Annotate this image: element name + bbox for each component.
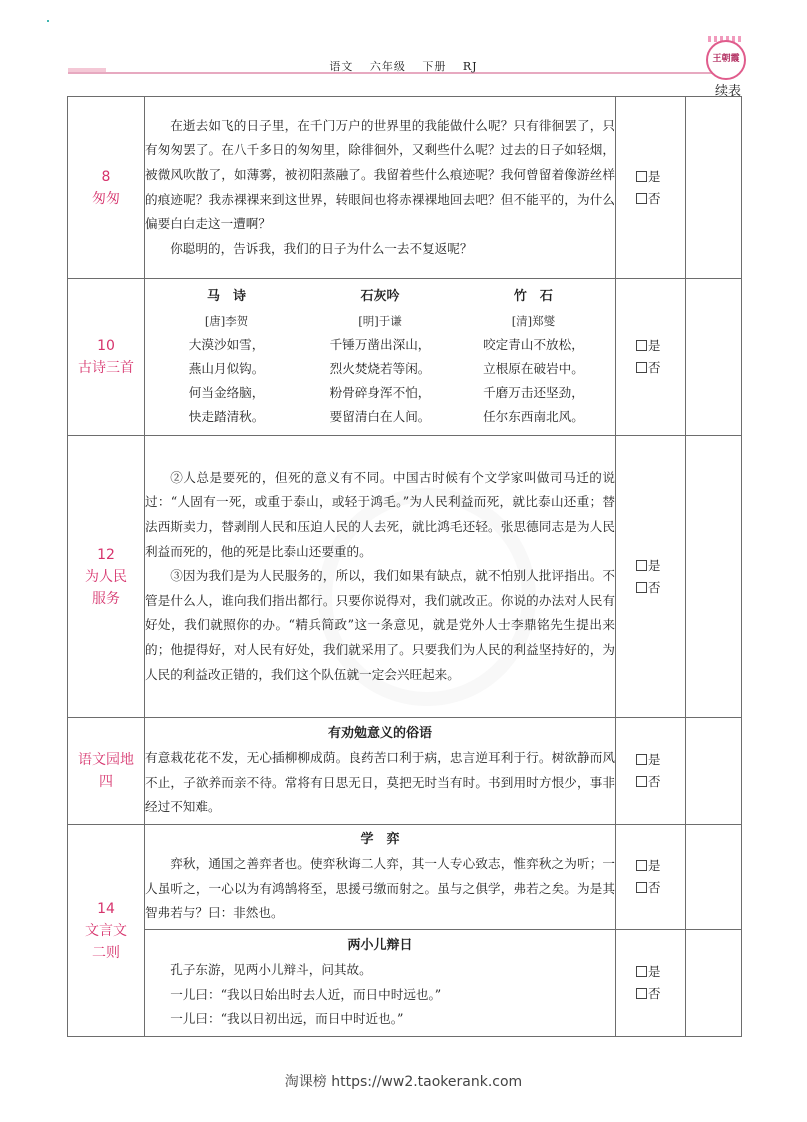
yes-option[interactable]: 是 xyxy=(636,555,685,577)
status-cell xyxy=(616,825,686,930)
checkbox-no[interactable] xyxy=(636,776,647,787)
lesson-title-line2: 二则 xyxy=(92,944,120,961)
poem-author: [清]郑燮 xyxy=(511,314,556,328)
corner-dot xyxy=(47,20,49,22)
blank-cell xyxy=(686,279,742,436)
text-line: 一儿曰：“我以日始出时去人近，而日中时远也。” xyxy=(170,986,442,1002)
checkbox-no[interactable] xyxy=(636,362,647,373)
blank-cell xyxy=(686,718,742,825)
section-heading: 有劝勉意义的俗语 xyxy=(327,726,432,742)
text-cell xyxy=(145,825,616,930)
lesson-title-line1: 为人民 xyxy=(85,568,127,585)
header-grade: 六年级 xyxy=(369,60,406,73)
yes-option[interactable]: 是 xyxy=(636,335,685,357)
text-cell xyxy=(145,930,616,1037)
text-cell xyxy=(145,97,616,279)
status-cell xyxy=(616,718,686,825)
paragraph: 你聪明的，告诉我，我们的日子为什么一去不复返呢？ xyxy=(170,240,473,256)
lesson-number: 8 xyxy=(101,168,111,185)
section-heading: 学 弈 xyxy=(360,832,400,848)
checkbox-no[interactable] xyxy=(636,882,647,893)
running-header xyxy=(0,58,807,74)
text-line: 一儿曰：“我以日初出远，而日中时近也。” xyxy=(170,1011,404,1027)
poem xyxy=(302,285,458,429)
poem-line: 烈火焚烧若等闲。 xyxy=(329,361,431,376)
poem-line: 任尔东西南北风。 xyxy=(483,409,584,424)
poem-line: 要留清白在人间。 xyxy=(329,409,431,424)
poems-cell xyxy=(145,279,616,436)
lesson-number: 14 xyxy=(97,900,115,917)
paragraph: 在逝去如飞的日子里，在千门万户的世界里的我能做什么呢？只有徘徊罢了，只有匆匆罢了。在八千多日的匆匆里，除徘徊外，又剩些什么呢？过去的日子如轻烟，被微风吹散了，如薄雾，被初阳蒸融了。我留着些什么痕迹呢？我何曾留着像游丝样的痕迹呢？我赤裸裸来到这世界，转眼间也将赤裸裸地回去吧？但不能平的，为什么偏要白白走这一遭啊？ xyxy=(145,117,615,232)
text-cell xyxy=(145,718,616,825)
continued-label: 续表 xyxy=(714,84,741,99)
paragraph: 弈秋，通国之善弈者也。使弈秋诲二人弈，其一人专心致志，惟弈秋之为听；一人虽听之，一心以为有鸿鹄将至，思援弓缴而射之。虽与之俱学，弗若之矣。为是其智弗若与？曰：非然也。 xyxy=(145,856,615,921)
checkbox-yes[interactable] xyxy=(636,560,647,571)
checkbox-yes[interactable] xyxy=(636,860,647,871)
poem-line: 立根原在破岩中。 xyxy=(483,361,584,376)
table-row xyxy=(68,718,742,825)
yes-option[interactable]: 是 xyxy=(636,749,685,771)
table-row xyxy=(68,825,742,930)
paragraph: ②人总是要死的，但死的意义有不同。中国古时候有个文学家叫做司马迁的说过：“人固有一死，或重于泰山，或轻于鸿毛。”为人民利益而死，就比泰山还重；替法西斯卖力，替剥削人民和压迫人民的人去死，就比鸿毛还轻。张思德同志是为人民利益而死的，他的死是比泰山还要重的。 xyxy=(145,469,615,559)
publisher-logo xyxy=(706,40,746,80)
poem-line: 快走踏清秋。 xyxy=(188,409,265,424)
checkbox-yes[interactable] xyxy=(636,340,647,351)
lesson-title-line1: 语文园地 xyxy=(78,752,134,768)
yes-option[interactable]: 是 xyxy=(636,855,685,877)
table-row xyxy=(68,97,742,279)
lesson-cell xyxy=(68,97,145,279)
status-cell xyxy=(616,930,686,1037)
lesson-cell xyxy=(68,825,145,1037)
blank-cell xyxy=(686,930,742,1037)
no-option[interactable]: 否 xyxy=(636,771,685,793)
lesson-title-line1: 文言文 xyxy=(85,922,127,939)
poem-line: 咬定青山不放松， xyxy=(483,337,584,352)
paragraph: 有意栽花花不发，无心插柳柳成荫。良药苦口利于病，忠言逆耳利于行。树欲静而风不止，子欲养而亲不待。常将有日思无日，莫把无时当有时。书到用时方恨少，事非经过不知难。 xyxy=(145,750,615,815)
checkbox-yes[interactable] xyxy=(636,171,647,182)
poem-title: 马 诗 xyxy=(207,289,247,304)
no-option[interactable]: 否 xyxy=(636,983,685,1005)
table-row xyxy=(68,436,742,718)
poem-line: 千磨万击还坚劲， xyxy=(483,385,584,400)
blank-cell xyxy=(686,97,742,279)
section-heading: 两小儿辩日 xyxy=(347,938,413,954)
lesson-cell xyxy=(68,436,145,718)
lesson-title: 古诗三首 xyxy=(78,360,134,376)
recitation-table xyxy=(67,96,742,1037)
checkbox-no[interactable] xyxy=(636,582,647,593)
poem-author: [唐]李贺 xyxy=(204,314,249,328)
poem-line: 粉骨碎身浑不怕， xyxy=(329,385,431,400)
table-row xyxy=(68,279,742,436)
lesson-title: 匆匆 xyxy=(92,190,120,207)
lesson-title-line2: 服务 xyxy=(92,590,120,607)
checkbox-no[interactable] xyxy=(636,988,647,999)
poem-title: 竹 石 xyxy=(513,289,553,304)
header-volume: 下册 xyxy=(422,60,447,73)
lesson-number: 12 xyxy=(97,546,115,563)
text-line: 孔子东游，见两小儿辩斗，问其故。 xyxy=(170,962,372,978)
lesson-number: 10 xyxy=(97,338,115,354)
poem-line: 何当金络脑， xyxy=(188,385,265,400)
lesson-cell xyxy=(68,279,145,436)
checkbox-no[interactable] xyxy=(636,193,647,204)
poem-line: 大漠沙如雪， xyxy=(188,337,265,352)
header-subject: 语文 xyxy=(329,60,354,73)
lesson-cell xyxy=(68,718,145,825)
poem-title: 石灰吟 xyxy=(360,289,400,304)
footer-url: 淘课榜 https://ww2.taokerank.com xyxy=(284,1074,523,1090)
poem-line: 千锤万凿出深山， xyxy=(329,337,431,352)
status-cell xyxy=(616,279,686,436)
header-edition: RJ xyxy=(462,60,478,73)
blank-cell xyxy=(686,436,742,718)
yes-option[interactable]: 是 xyxy=(636,166,685,188)
no-option[interactable]: 否 xyxy=(636,877,685,899)
poem-author: [明]于谦 xyxy=(358,314,402,328)
paragraph: ③因为我们是为人民服务的，所以，我们如果有缺点，就不怕别人批评指出。不管是什么人，谁向我们指出都行。只要你说得对，我们就改正。你说的办法对人民有好处，我们就照你的办。“精兵简政”这一条意见，就是党外人士李鼎铭先生提出来的；他提得好，对人民有好处，我们就采用了。只要我们为人民的利益坚持好的，为人民的利益改正错的，我们这个队伍就一定会兴旺起来。 xyxy=(145,568,615,682)
table-row xyxy=(68,930,742,1037)
blank-cell xyxy=(686,825,742,930)
no-option[interactable]: 否 xyxy=(636,357,685,379)
lesson-title-line2: 四 xyxy=(99,774,113,790)
yes-option[interactable]: 是 xyxy=(636,961,685,983)
poems-group xyxy=(145,285,615,429)
no-option[interactable]: 否 xyxy=(636,188,685,210)
no-option[interactable]: 否 xyxy=(636,577,685,599)
poem xyxy=(151,285,302,429)
status-cell xyxy=(616,436,686,718)
status-cell xyxy=(616,97,686,279)
poem-line: 燕山月似钩。 xyxy=(188,361,265,376)
poem xyxy=(458,285,609,429)
text-cell xyxy=(145,436,616,718)
logo-text: 王朝霞 xyxy=(712,54,740,64)
checkbox-yes[interactable] xyxy=(636,966,647,977)
checkbox-yes[interactable] xyxy=(636,754,647,765)
